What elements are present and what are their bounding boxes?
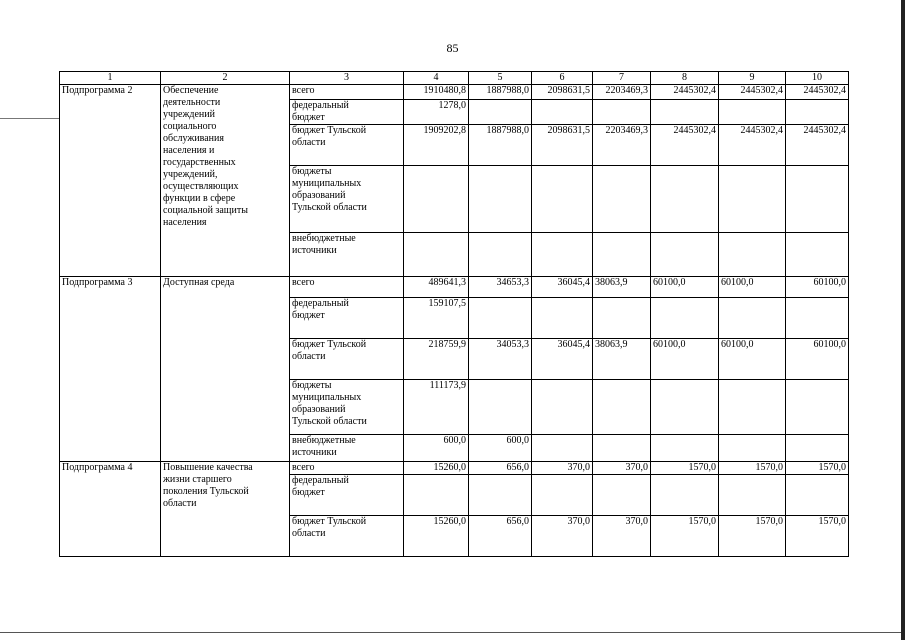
amount-cell (786, 100, 849, 125)
funding-source-line: Тульской области (292, 416, 367, 427)
amount-cell (719, 475, 786, 516)
funding-source-line: муниципальных (292, 178, 362, 189)
amount-cell (651, 100, 719, 125)
amount-cell: 36045,4 (532, 277, 593, 298)
table-row (60, 277, 849, 298)
amount-cell (532, 166, 593, 233)
amount-cell: 1570,0 (719, 462, 786, 475)
amount-cell (532, 380, 593, 435)
amount-cell: 60100,0 (786, 339, 849, 380)
budget-table (59, 71, 849, 557)
amount-cell: 2203469,3 (593, 125, 651, 166)
funding-source-cell (290, 435, 404, 462)
amount-cell (786, 298, 849, 339)
funding-source-line: бюджет (292, 112, 325, 123)
amount-cell: 1570,0 (651, 462, 719, 475)
amount-cell (469, 475, 532, 516)
amount-cell (593, 435, 651, 462)
funding-source-cell (290, 339, 404, 380)
funding-source-cell (290, 233, 404, 277)
scan-edge (901, 0, 905, 640)
subprogram-code-cell: Подпрограмма 3 (60, 277, 161, 462)
funding-source-line: образований (292, 190, 346, 201)
funding-source-line: источники (292, 245, 337, 256)
subprogram-name-line: функции в сфере (163, 193, 236, 204)
amount-cell (786, 435, 849, 462)
table-row (60, 85, 849, 100)
subprogram-name-line: учреждений (163, 109, 215, 120)
amount-cell: 60100,0 (719, 277, 786, 298)
funding-source-line: внебюджетные (292, 233, 356, 244)
amount-cell (532, 233, 593, 277)
funding-source-line: всего (292, 277, 315, 288)
amount-cell: 1887988,0 (469, 125, 532, 166)
amount-cell: 1910480,8 (404, 85, 469, 100)
amount-cell (651, 166, 719, 233)
col-header: 7 (593, 72, 651, 85)
bottom-rule (0, 632, 905, 633)
amount-cell: 2203469,3 (593, 85, 651, 100)
funding-source-line: бюджет Тульской (292, 339, 367, 350)
amount-cell (719, 380, 786, 435)
col-header: 8 (651, 72, 719, 85)
col-header: 2 (161, 72, 290, 85)
amount-cell (593, 166, 651, 233)
amount-cell (593, 380, 651, 435)
amount-cell: 60100,0 (719, 339, 786, 380)
col-header: 10 (786, 72, 849, 85)
subprogram-name-line: социальной защиты (163, 205, 248, 216)
amount-cell (651, 233, 719, 277)
funding-source-line: муниципальных (292, 392, 362, 403)
amount-cell (532, 435, 593, 462)
amount-cell (404, 475, 469, 516)
amount-cell (719, 298, 786, 339)
amount-cell: 34053,3 (469, 339, 532, 380)
subprogram-code-cell: Подпрограмма 4 (60, 462, 161, 557)
amount-cell (719, 166, 786, 233)
amount-cell: 34653,3 (469, 277, 532, 298)
amount-cell (786, 380, 849, 435)
amount-cell: 60100,0 (786, 277, 849, 298)
amount-cell: 489641,3 (404, 277, 469, 298)
amount-cell: 15260,0 (404, 462, 469, 475)
amount-cell: 1278,0 (404, 100, 469, 125)
funding-source-cell (290, 475, 404, 516)
subprogram-name-line: населения (163, 217, 207, 228)
funding-source-line: бюджеты (292, 166, 332, 177)
amount-cell: 2098631,5 (532, 85, 593, 100)
amount-cell (786, 233, 849, 277)
budget-table-body (60, 72, 849, 557)
subprogram-name-line: жизни старшего (163, 474, 232, 485)
funding-source-line: бюджет (292, 487, 325, 498)
col-header: 9 (719, 72, 786, 85)
amount-cell: 1570,0 (651, 516, 719, 557)
amount-cell: 2445302,4 (786, 85, 849, 100)
amount-cell: 60100,0 (651, 277, 719, 298)
funding-source-line: бюджет (292, 310, 325, 321)
col-header: 1 (60, 72, 161, 85)
subprogram-name-line: учреждений, (163, 169, 218, 180)
funding-source-cell (290, 380, 404, 435)
funding-source-line: области (292, 528, 326, 539)
amount-cell (404, 233, 469, 277)
amount-cell: 38063,9 (593, 339, 651, 380)
subprogram-name-line: обслуживания (163, 133, 224, 144)
amount-cell: 656,0 (469, 462, 532, 475)
amount-cell (786, 166, 849, 233)
funding-source-line: области (292, 351, 326, 362)
amount-cell: 2445302,4 (719, 125, 786, 166)
amount-cell: 2445302,4 (719, 85, 786, 100)
margin-rule (0, 118, 60, 119)
subprogram-name-line: Доступная среда (163, 277, 235, 288)
amount-cell: 1570,0 (786, 516, 849, 557)
subprogram-name-cell (161, 85, 290, 277)
funding-source-line: бюджеты (292, 380, 332, 391)
funding-source-line: бюджет Тульской (292, 516, 367, 527)
amount-cell (469, 166, 532, 233)
funding-source-cell (290, 277, 404, 298)
funding-source-line: источники (292, 447, 337, 458)
subprogram-name-line: Обеспечение (163, 85, 219, 96)
amount-cell: 111173,9 (404, 380, 469, 435)
amount-cell: 218759,9 (404, 339, 469, 380)
funding-source-line: образований (292, 404, 346, 415)
subprogram-name-line: поколения Тульской (163, 486, 249, 497)
table-row (60, 462, 849, 475)
funding-source-cell (290, 85, 404, 100)
header-row (60, 72, 849, 85)
subprogram-name-line: осуществляющих (163, 181, 239, 192)
subprogram-name-cell (161, 462, 290, 557)
subprogram-name-line: населения и (163, 145, 215, 156)
amount-cell: 15260,0 (404, 516, 469, 557)
subprogram-name-line: социального (163, 121, 217, 132)
funding-source-line: федеральный (292, 475, 349, 486)
amount-cell: 1570,0 (719, 516, 786, 557)
amount-cell (593, 475, 651, 516)
amount-cell: 600,0 (404, 435, 469, 462)
amount-cell: 2445302,4 (786, 125, 849, 166)
amount-cell (404, 166, 469, 233)
amount-cell: 2445302,4 (651, 125, 719, 166)
amount-cell (469, 100, 532, 125)
amount-cell: 38063,9 (593, 277, 651, 298)
col-header: 6 (532, 72, 593, 85)
amount-cell: 159107,5 (404, 298, 469, 339)
funding-source-line: всего (292, 462, 315, 473)
amount-cell: 1909202,8 (404, 125, 469, 166)
amount-cell: 656,0 (469, 516, 532, 557)
funding-source-line: области (292, 137, 326, 148)
amount-cell (719, 100, 786, 125)
amount-cell: 2445302,4 (651, 85, 719, 100)
amount-cell: 370,0 (593, 516, 651, 557)
funding-source-line: федеральный (292, 100, 349, 111)
amount-cell (719, 435, 786, 462)
funding-source-line: внебюджетные (292, 435, 356, 446)
amount-cell (469, 298, 532, 339)
amount-cell: 2098631,5 (532, 125, 593, 166)
subprogram-name-line: деятельности (163, 97, 221, 108)
subprogram-name-cell (161, 277, 290, 462)
amount-cell (469, 380, 532, 435)
amount-cell (469, 233, 532, 277)
amount-cell (719, 233, 786, 277)
amount-cell (651, 475, 719, 516)
amount-cell: 370,0 (532, 462, 593, 475)
subprogram-name-line: Повышение качества (163, 462, 253, 473)
amount-cell (651, 380, 719, 435)
amount-cell (532, 475, 593, 516)
amount-cell (651, 435, 719, 462)
funding-source-cell (290, 462, 404, 475)
funding-source-cell (290, 516, 404, 557)
amount-cell: 1887988,0 (469, 85, 532, 100)
amount-cell: 60100,0 (651, 339, 719, 380)
amount-cell: 370,0 (532, 516, 593, 557)
funding-source-cell (290, 166, 404, 233)
amount-cell: 600,0 (469, 435, 532, 462)
amount-cell (651, 298, 719, 339)
funding-source-line: всего (292, 85, 315, 96)
page-number: 85 (446, 41, 459, 55)
funding-source-cell (290, 125, 404, 166)
amount-cell (593, 233, 651, 277)
amount-cell: 36045,4 (532, 339, 593, 380)
amount-cell (786, 475, 849, 516)
amount-cell (593, 100, 651, 125)
amount-cell (532, 298, 593, 339)
funding-source-line: Тульской области (292, 202, 367, 213)
amount-cell (593, 298, 651, 339)
col-header: 4 (404, 72, 469, 85)
funding-source-cell (290, 100, 404, 125)
subprogram-name-line: государственных (163, 157, 236, 168)
amount-cell: 370,0 (593, 462, 651, 475)
col-header: 3 (290, 72, 404, 85)
funding-source-line: бюджет Тульской (292, 125, 367, 136)
funding-source-cell (290, 298, 404, 339)
funding-source-line: федеральный (292, 298, 349, 309)
amount-cell (532, 100, 593, 125)
amount-cell: 1570,0 (786, 462, 849, 475)
col-header: 5 (469, 72, 532, 85)
subprogram-name-line: области (163, 498, 197, 509)
subprogram-code-cell: Подпрограмма 2 (60, 85, 161, 277)
